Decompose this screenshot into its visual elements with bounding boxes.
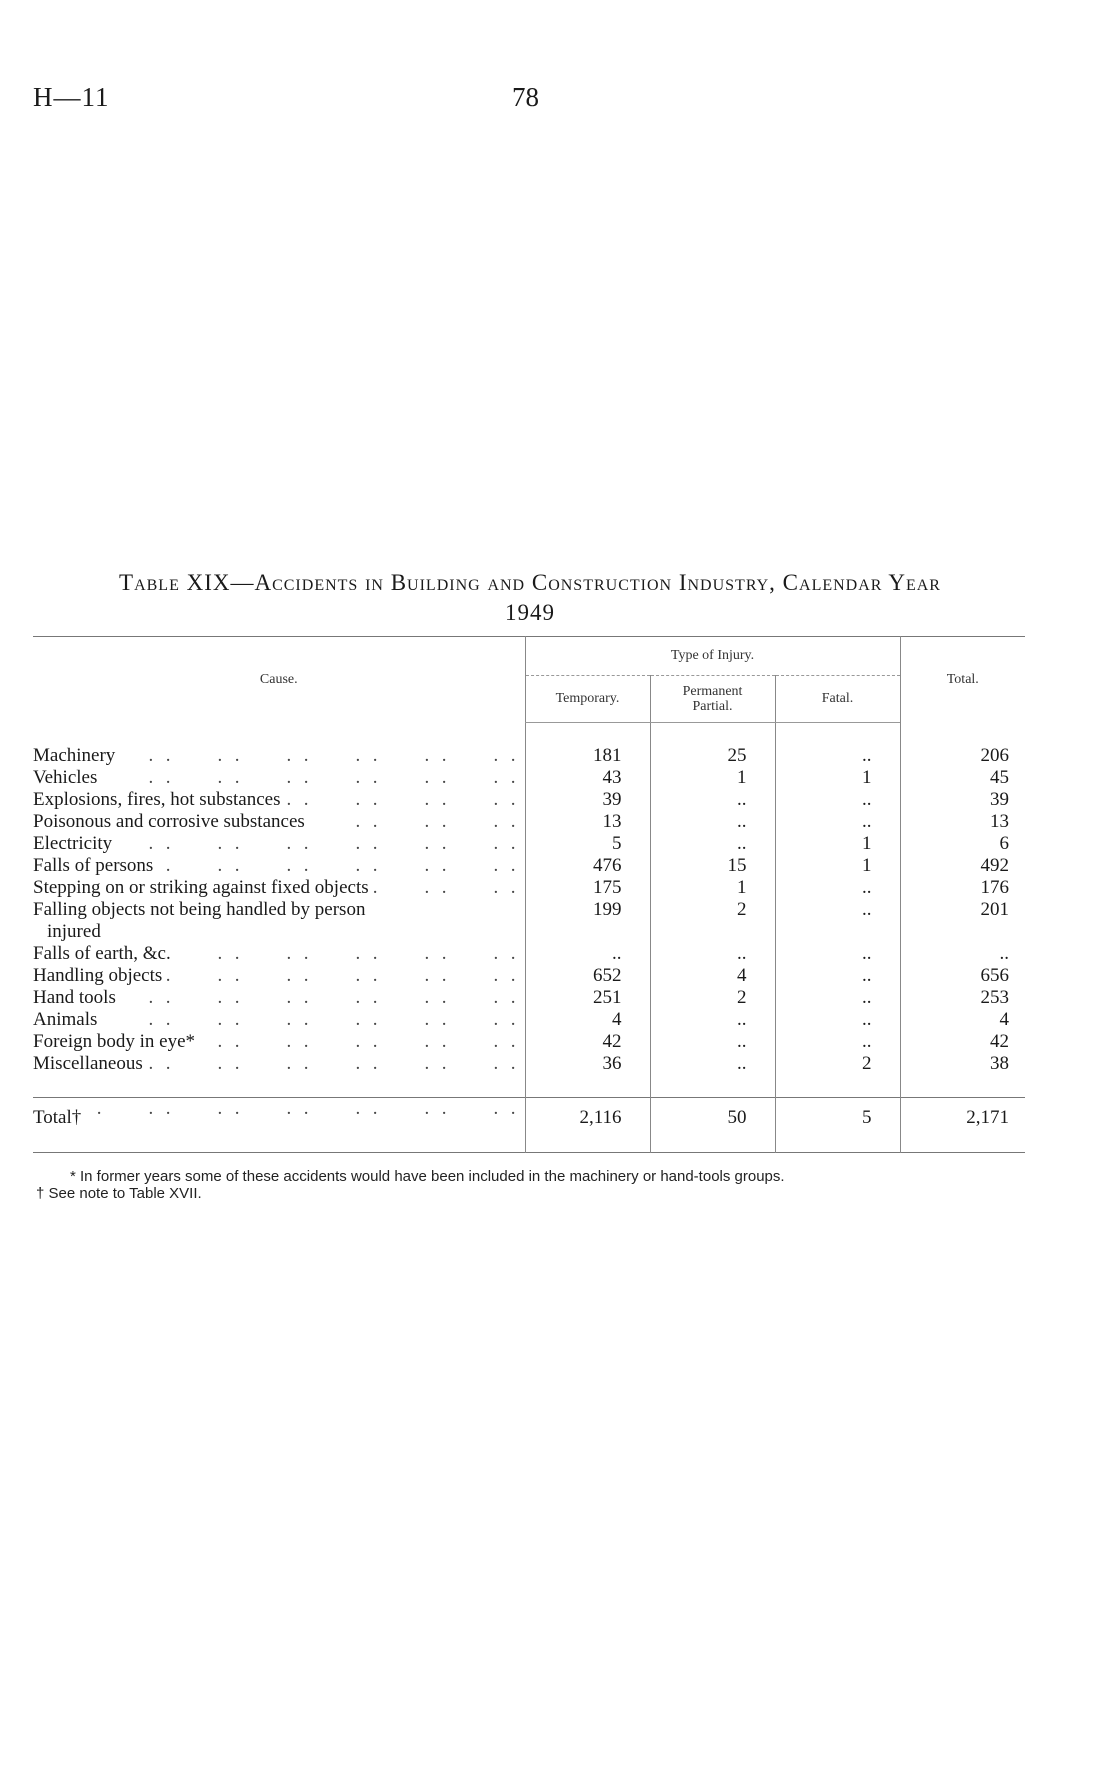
header-fatal: Fatal.: [775, 676, 900, 723]
permanent-cell: 1: [650, 767, 775, 789]
total-cell: 4: [900, 1009, 1025, 1031]
table-row: [33, 855, 1025, 877]
cause-cell: Animals . .: [33, 1009, 525, 1031]
cause-cell: Falls of earth, &c. . .: [33, 943, 525, 965]
cause-cell: Hand tools . .: [33, 987, 525, 1009]
permanent-cell: ..: [650, 943, 775, 965]
cause-cell: Miscellaneous . .: [33, 1053, 525, 1075]
cause-cell: [33, 899, 525, 943]
permanent-cell: ..: [650, 833, 775, 855]
permanent-cell: 1: [650, 877, 775, 899]
fatal-cell: 1: [775, 833, 900, 855]
temporary-cell: 39: [525, 789, 650, 811]
total-permanent: 50: [650, 1098, 775, 1139]
total-temporary: 2,116: [525, 1098, 650, 1139]
table-row: [33, 811, 1025, 833]
temporary-cell: 181: [525, 745, 650, 767]
temporary-cell: ..: [525, 943, 650, 965]
cause-cell: Handling objects . .: [33, 965, 525, 987]
cause-cell: Poisonous and corrosive substances . .: [33, 811, 525, 833]
fatal-cell: ..: [775, 965, 900, 987]
temporary-cell: 5: [525, 833, 650, 855]
page-header: [0, 82, 1114, 122]
fatal-cell: ..: [775, 899, 900, 943]
table-title: [30, 568, 1030, 628]
header-temporary: Temporary.: [525, 676, 650, 723]
total-cell: 6: [900, 833, 1025, 855]
footnote-asterisk: * In former years some of these accidents would have been included in the machinery or hand-tools groups.: [70, 1168, 785, 1185]
total-cell: 13: [900, 811, 1025, 833]
permanent-cell: 2: [650, 987, 775, 1009]
header-permanent-partial: [650, 676, 775, 723]
fatal-cell: 1: [775, 767, 900, 789]
cause-cell: Vehicles . .: [33, 767, 525, 789]
cause-continuation: injured: [47, 921, 101, 942]
permanent-cell: 15: [650, 855, 775, 877]
fatal-cell: ..: [775, 811, 900, 833]
total-cell: 201: [900, 899, 1025, 943]
table-title-line-2: 1949: [505, 600, 555, 625]
fatal-cell: ..: [775, 789, 900, 811]
fatal-cell: ..: [775, 877, 900, 899]
grand-total: 2,171: [900, 1098, 1025, 1139]
temporary-cell: 36: [525, 1053, 650, 1075]
cause-cell: Stepping on or striking against fixed objects . .: [33, 877, 525, 899]
fatal-cell: 2: [775, 1053, 900, 1075]
fatal-cell: ..: [775, 1009, 900, 1031]
table-row: [33, 833, 1025, 855]
total-label: Total† . .: [33, 1098, 525, 1139]
temporary-cell: 199: [525, 899, 650, 943]
header-permanent-line-1: Permanent: [682, 684, 743, 699]
document-code: H—11: [33, 82, 110, 112]
temporary-cell: 652: [525, 965, 650, 987]
table-row: [33, 965, 1025, 987]
permanent-cell: ..: [650, 1053, 775, 1075]
permanent-cell: 4: [650, 965, 775, 987]
table-row: [33, 987, 1025, 1009]
header-cause: Cause.: [259, 671, 298, 687]
footnote-dagger: † See note to Table XVII.: [36, 1185, 202, 1202]
cause-cell: Machinery . .: [33, 745, 525, 767]
table-header: [33, 637, 1025, 723]
total-row: [33, 1098, 1025, 1139]
table-body: [33, 723, 1025, 1153]
cause-text: Falling objects not being handled by person: [33, 899, 366, 920]
table-row: [33, 789, 1025, 811]
footnotes: [36, 1168, 1036, 1202]
accidents-table: [33, 636, 1025, 1153]
total-cell: 45: [900, 767, 1025, 789]
cause-cell: Foreign body in eye* . .: [33, 1031, 525, 1053]
fatal-cell: ..: [775, 745, 900, 767]
total-cell: 656: [900, 965, 1025, 987]
permanent-cell: ..: [650, 1031, 775, 1053]
table-row: [33, 899, 1025, 943]
permanent-cell: 25: [650, 745, 775, 767]
table-row: [33, 1053, 1025, 1075]
table-row: [33, 745, 1025, 767]
fatal-cell: 1: [775, 855, 900, 877]
fatal-cell: ..: [775, 1031, 900, 1053]
cause-cell: Explosions, fires, hot substances . .: [33, 789, 525, 811]
total-cell: ..: [900, 943, 1025, 965]
total-cell: 176: [900, 877, 1025, 899]
permanent-cell: ..: [650, 1009, 775, 1031]
temporary-cell: 476: [525, 855, 650, 877]
page-number: 78: [512, 82, 539, 112]
total-cell: 39: [900, 789, 1025, 811]
temporary-cell: 42: [525, 1031, 650, 1053]
temporary-cell: 251: [525, 987, 650, 1009]
total-cell: 253: [900, 987, 1025, 1009]
total-cell: 492: [900, 855, 1025, 877]
total-fatal: 5: [775, 1098, 900, 1139]
table-row: [33, 1009, 1025, 1031]
total-cell: 38: [900, 1053, 1025, 1075]
table-row: [33, 1031, 1025, 1053]
cause-cell: Falls of persons . .: [33, 855, 525, 877]
permanent-cell: ..: [650, 789, 775, 811]
table-row: [33, 877, 1025, 899]
temporary-cell: 43: [525, 767, 650, 789]
permanent-cell: ..: [650, 811, 775, 833]
permanent-cell: 2: [650, 899, 775, 943]
total-cell: 206: [900, 745, 1025, 767]
table-title-line-1: Table XIX—Accidents in Building and Construction Industry, Calendar Year: [119, 570, 941, 595]
table-row: [33, 943, 1025, 965]
fatal-cell: ..: [775, 987, 900, 1009]
temporary-cell: 175: [525, 877, 650, 899]
cause-cell: Electricity . .: [33, 833, 525, 855]
header-total: Total.: [900, 637, 1025, 723]
fatal-cell: ..: [775, 943, 900, 965]
total-cell: 42: [900, 1031, 1025, 1053]
header-type-of-injury: Type of Injury.: [525, 637, 900, 676]
table-row: [33, 767, 1025, 789]
temporary-cell: 4: [525, 1009, 650, 1031]
temporary-cell: 13: [525, 811, 650, 833]
header-permanent-line-2: Partial.: [692, 699, 733, 714]
